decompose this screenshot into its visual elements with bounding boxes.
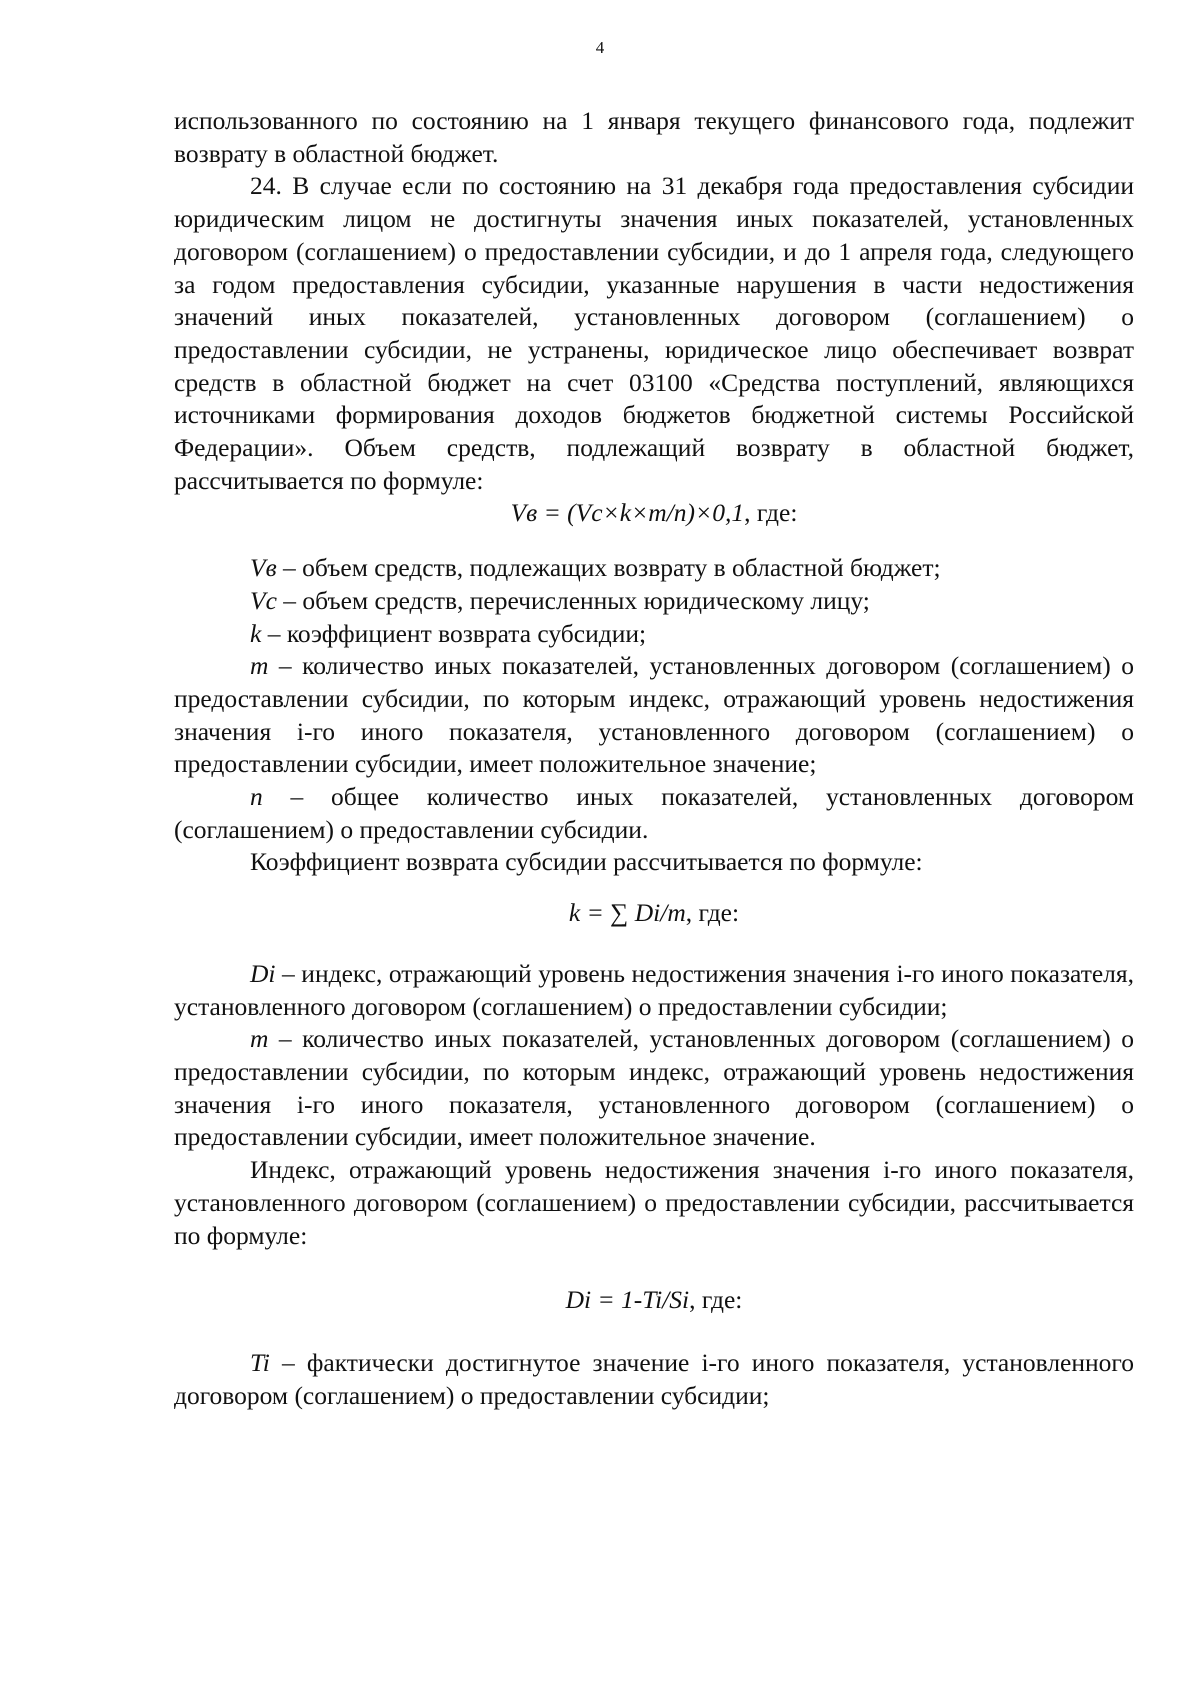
variable-symbol: Vc	[250, 585, 277, 615]
variable-definition	[174, 585, 1134, 618]
variable-definition	[174, 1023, 1134, 1154]
paragraph-text: – количество иных показателей, установленных договором (соглашением) о предоставлении субсидии, по которым индекс, отражающий уровень недостижения значения i-го иного показателя, установленного договором (соглашением) о предоставлении субсидии, имеет положительное значение.	[174, 1024, 1134, 1152]
formula-expression: k = ∑ Di/m	[568, 898, 686, 928]
paragraph-text: – фактически достигнутое значение i-го иного показателя, установленного договором (соглашением) о предоставлении субсидии;	[174, 1347, 1134, 1410]
paragraph-text: Коэффициент возврата субсидии рассчитывается по формуле:	[250, 847, 923, 877]
formula	[174, 897, 1134, 930]
formula-tail: , где:	[685, 898, 740, 928]
paragraph	[174, 846, 1134, 879]
paragraph-text: использованного по состоянию на 1 января текущего финансового года, подлежит возврату в областной бюджет.	[174, 106, 1134, 168]
variable-definition	[174, 958, 1134, 1023]
page-number: 4	[595, 38, 605, 57]
variable-symbol: Ti	[250, 1347, 270, 1377]
variable-symbol: n	[250, 782, 263, 812]
variable-symbol: m	[250, 651, 269, 681]
paragraph-text: – общее количество иных показателей, установленных договором (соглашением) о предоставлении субсидии.	[174, 782, 1134, 844]
formula	[174, 1284, 1134, 1317]
paragraph-text: 24. В случае если по состоянию на 31 декабря года предоставления субсидии юридическим лицом не достигнуты значения иных показателей, установленных договором (соглашением) о предоставлении субсидии, и до 1 апреля года, следующего за годом предоставления субсидии, указанные нарушения в части недостижения значений иных показателей, установленных договором (соглашением) о предоставлении субсидии, не устранены, юридическое лицо обеспечивает возврат средств в областной бюджет на счет 03100 «Средства поступлений, являющихся источниками формирования доходов бюджетов бюджетной системы Российской Федерации». Объем средств, подлежащий возврату в областной бюджет, рассчитывается по формуле:	[174, 171, 1134, 495]
formula-expression: Di = 1-Ti/Si	[565, 1285, 690, 1315]
variable-definition	[174, 1347, 1134, 1412]
variable-definition	[174, 650, 1134, 781]
variable-definition	[174, 618, 1134, 651]
formula-tail: , где:	[744, 498, 798, 528]
formula	[174, 497, 1134, 530]
paragraph	[174, 170, 1134, 497]
variable-symbol: Vв	[250, 553, 277, 583]
paragraph	[174, 1154, 1134, 1252]
paragraph-text: – индекс, отражающий уровень недостижения значения i-го иного показателя, установленного договором (соглашением) о предоставлении субсидии;	[174, 958, 1134, 1021]
paragraph-text: – объем средств, подлежащих возврату в областной бюджет;	[276, 553, 941, 583]
variable-symbol: m	[250, 1024, 269, 1054]
variable-symbol: k	[250, 618, 262, 648]
variable-definition	[174, 552, 1134, 585]
paragraph-text: – коэффициент возврата субсидии;	[261, 618, 647, 648]
variable-symbol: Di	[250, 958, 276, 988]
paragraph-text: – количество иных показателей, установленных договором (соглашением) о предоставлении субсидии, по которым индекс, отражающий уровень недостижения значения i-го иного показателя, установленного договором (соглашением) о предоставлении субсидии, имеет положительное значение;	[174, 651, 1134, 779]
paragraph-text: Индекс, отражающий уровень недостижения значения i-го иного показателя, установленного договором (соглашением) о предоставлении субсидии, рассчитывается по формуле:	[174, 1155, 1134, 1250]
paragraph	[174, 105, 1134, 170]
formula-tail: , где:	[689, 1285, 743, 1315]
paragraph-text: – объем средств, перечисленных юридическому лицу;	[276, 585, 870, 615]
document-body	[174, 105, 1134, 1412]
formula-expression: Vв = (Vc×k×m/n)×0,1	[510, 498, 745, 528]
variable-definition	[174, 781, 1134, 846]
